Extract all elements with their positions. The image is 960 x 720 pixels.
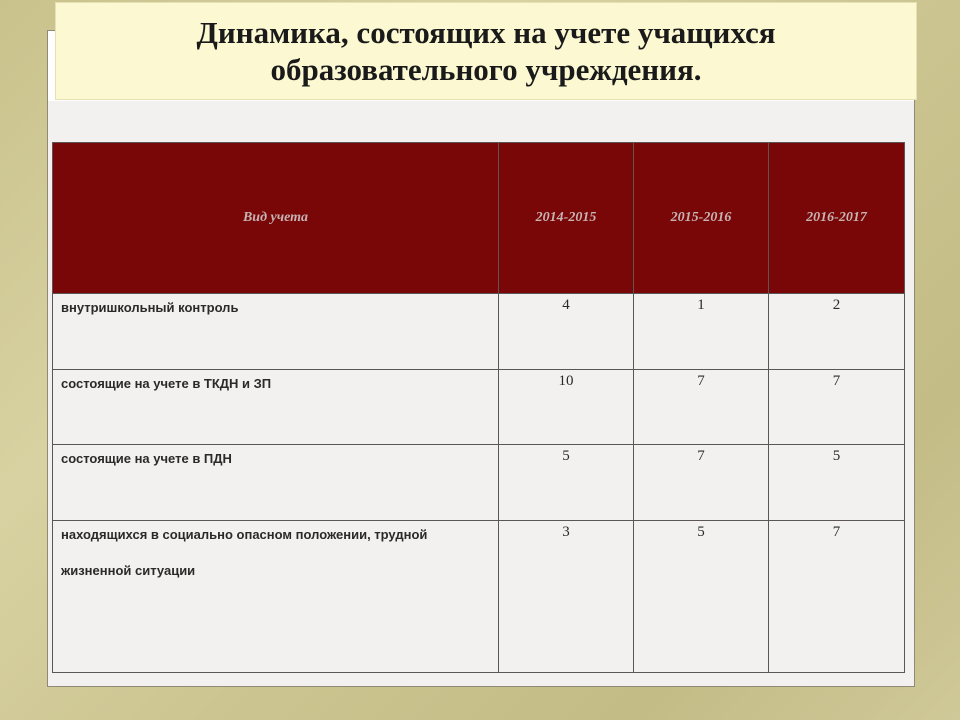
- cell-value: 2: [769, 294, 905, 370]
- header-year-2015-2016: 2015-2016: [634, 143, 769, 294]
- cell-value: 4: [499, 294, 634, 370]
- title-box: [55, 2, 917, 100]
- cell-value: 5: [634, 520, 769, 672]
- cell-value: 3: [499, 520, 634, 672]
- cell-value: 5: [769, 445, 905, 521]
- cell-value: 10: [499, 369, 634, 445]
- row-label: [53, 294, 499, 370]
- row-label-text: состоящие на учете в ТКДН и ЗП: [61, 375, 272, 391]
- row-label: [53, 445, 499, 521]
- cell-value: 1: [634, 294, 769, 370]
- header-type: Вид учета: [53, 143, 499, 294]
- table-row: [53, 445, 905, 521]
- slide-title: Динамика, состоящих на учете учащихся образовательного учреждения.: [196, 15, 776, 87]
- header-year-2014-2015: 2014-2015: [499, 143, 634, 294]
- table-header-row: [53, 143, 905, 294]
- cell-value: 7: [769, 369, 905, 445]
- cell-value: 7: [634, 369, 769, 445]
- cell-value: 7: [769, 520, 905, 672]
- registration-table: [52, 142, 905, 673]
- row-label-text: находящихся в социально опасном положении, трудной жизненной ситуации: [61, 526, 428, 578]
- row-label: [53, 520, 499, 672]
- cell-value: 7: [634, 445, 769, 521]
- cell-value: 5: [499, 445, 634, 521]
- row-label-text: внутришкольный контроль: [61, 300, 239, 315]
- row-label: [53, 369, 499, 445]
- row-label-text: состоящие на учете в ПДН: [61, 451, 232, 467]
- table-row: [53, 369, 905, 445]
- header-year-2016-2017: 2016-2017: [769, 143, 905, 294]
- table-row: [53, 294, 905, 370]
- table-row: [53, 520, 905, 672]
